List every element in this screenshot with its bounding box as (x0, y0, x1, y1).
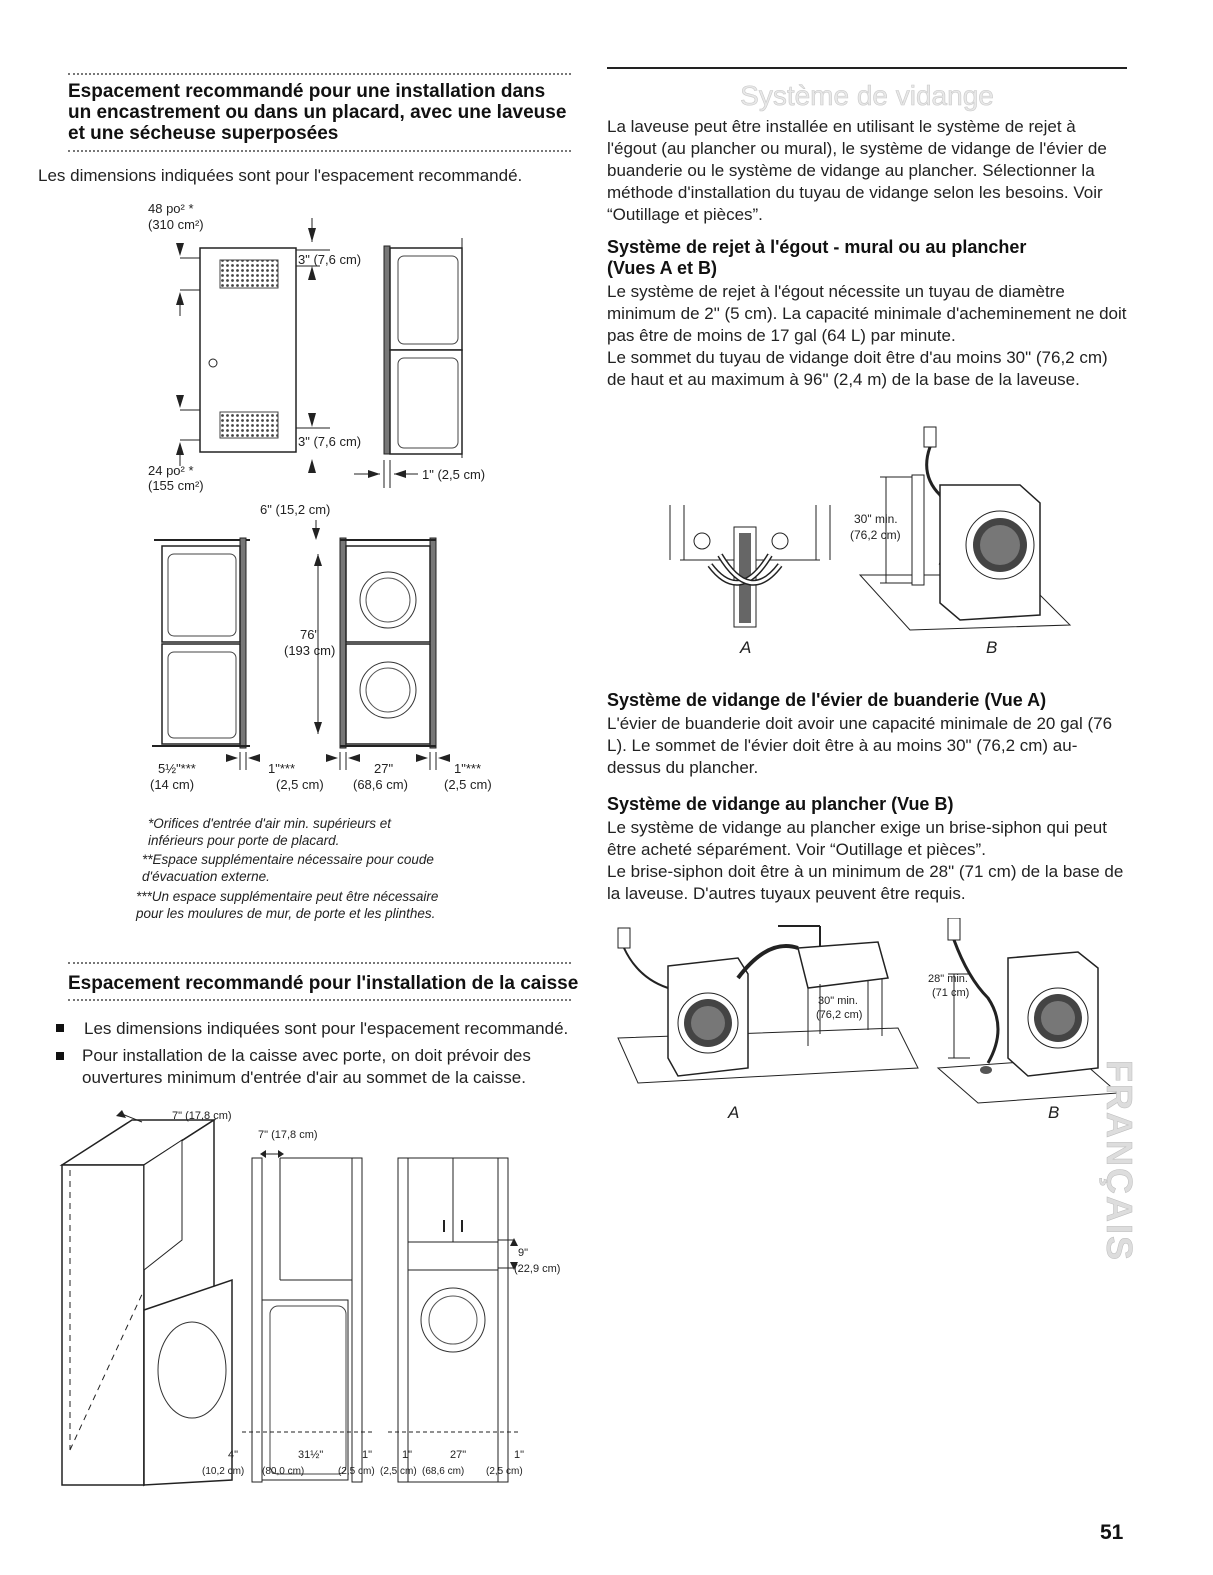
section2-title: Espacement recommandé pour l'installation de la caisse (68, 973, 579, 994)
bullet-marker (56, 1024, 64, 1032)
cab-b5-cm-label: (68,6 cm) (422, 1466, 465, 1477)
floor-drain-height-label: 28" min. (928, 973, 968, 985)
view-b-caption-2: B (1048, 1103, 1060, 1122)
sub3-title: Système de vidange au plancher (Vue B) (607, 794, 954, 814)
bottom-vent (220, 412, 278, 438)
cabinet-figure (52, 1110, 592, 1490)
sub2-p1: L'évier de buanderie doit avoir une capacité minimale de 20 gal (76 L). Le sommet de l'évier doit être à au moins 30" (76,2 cm) au-dessus du plancher. (607, 714, 1113, 777)
bullet-marker (56, 1052, 64, 1060)
cab-b5-label: 27" (450, 1449, 467, 1461)
sub3-p1: Le système de vidange au plancher exige un brise-siphon qui peut être acheté séparément. Voir “Outillage et pièces”. (607, 818, 1107, 859)
section1-title: Espacement recommandé pour une installation dans un encastrement ou dans un placard, avec une laveuse et une sécheuse superposées (68, 81, 567, 144)
stack-dimensions-figure (140, 498, 530, 798)
cab-b6-cm-label: (2,5 cm) (486, 1466, 523, 1477)
gap-bottom-label: 3" (7,6 cm) (298, 434, 362, 449)
note-1: *Orifices d'entrée d'air min. supérieurs et inférieurs pour porte de placard. (148, 816, 392, 848)
sub1-p1: Le système de rejet à l'égout nécessite un tuyau de diamètre minimum de 2" (5 cm). La capacité minimale d'acheminement ne doit pas être de moins de 17 gal (64 L) par minute. (607, 282, 1127, 345)
sub1-title: Système de rejet à l'égout - mural ou au plancher (Vues A et B) (607, 237, 1027, 278)
closet-door-figure (140, 198, 520, 518)
drain-system-title: Système de vidange (740, 80, 994, 111)
door-knob (209, 359, 217, 367)
cab-top2-label: 7" (17,8 cm) (258, 1129, 318, 1141)
page-number: 51 (1100, 1521, 1124, 1544)
cab-b1-cm-label: (10,2 cm) (202, 1466, 245, 1477)
section1-top-rule (68, 73, 571, 75)
cab-b2-cm-label: (80,0 cm) (262, 1466, 305, 1477)
tub-height-label: 30" min. (818, 995, 858, 1007)
section1-bottom-rule (68, 150, 571, 152)
vent-bottom-cm-label: (155 cm²) (148, 478, 204, 493)
cab-top1-label: 7" (17,8 cm) (172, 1110, 232, 1122)
top-gap-label: 6" (15,2 cm) (260, 502, 331, 517)
view-a-caption-1: A (740, 638, 752, 657)
dim3-cm-label: (68,6 cm) (353, 777, 408, 792)
note-2: **Espace supplémentaire nécessaire pour coude d'évacuation externe. (142, 852, 434, 884)
dim1-cm-label: (14 cm) (150, 777, 195, 792)
language-side-tab: FRANÇAIS (1099, 1060, 1140, 1262)
section2-bottom-rule (68, 999, 571, 1001)
sub1-p2: Le sommet du tuyau de vidange doit être d'au moins 30" (76,2 cm) de haut et au maximum à 96" (2,4 m) de la base de la laveuse. (607, 348, 1108, 389)
top-vent (220, 260, 278, 288)
vent-top-label: 48 po² * (148, 201, 194, 216)
vent-bottom-label: 24 po² * (148, 463, 194, 478)
tub-height-cm-label: (76,2 cm) (816, 1009, 863, 1021)
section2-bullet-1 (56, 1018, 576, 1040)
section1-intro: Les dimensions indiquées sont pour l'espacement recommandé. (38, 166, 523, 185)
drain-intro: La laveuse peut être installée en utilisant le système de rejet à l'égout (au plancher ou mural), le système de vidange de l'évier de buanderie ou le système de vidange au plancher. Sélectionner la méthode d'installation du tuyau de vidange selon les besoins. Voir “Outillage et pièces”. (607, 117, 1107, 224)
standpipe-figure (640, 415, 1080, 665)
right-top-rule (607, 67, 1127, 69)
standpipe-height-label: 30" min. (854, 512, 898, 526)
height-label: 76" (300, 627, 320, 642)
bullet-1-text: Les dimensions indiquées sont pour l'espacement recommandé. (84, 1019, 569, 1038)
cab-b6-label: 1" (514, 1449, 525, 1461)
cab-b2-label: 31½" (298, 1449, 324, 1461)
cab-b4-label: 1" (402, 1449, 413, 1461)
dim3-label: 27" (374, 761, 394, 776)
sub3-p2: Le brise-siphon doit être à un minimum de 28" (71 cm) de la base de la laveuse. D'autres tuyaux peuvent être requis. (607, 862, 1124, 903)
dim4-cm-label: (2,5 cm) (444, 777, 492, 792)
cab-b4-cm-label: (2,5 cm) (380, 1466, 417, 1477)
sink-floor-drain-figure (608, 918, 1128, 1133)
floor-drain-height-cm-label: (71 cm) (932, 987, 970, 999)
cab-right-cm-label: (22,9 cm) (514, 1263, 561, 1275)
section2-top-rule (68, 962, 571, 964)
cab-b1-label: 4" (228, 1449, 239, 1461)
note-3: ***Un espace supplémentaire peut être nécessaire pour les moulures de mur, de porte et les plinthes. (136, 889, 439, 921)
cab-b3-cm-label: (2,5 cm) (338, 1466, 375, 1477)
side-gap-label: 1" (2,5 cm) (422, 467, 486, 482)
dim2-label: 1"*** (268, 761, 296, 776)
vent-top-cm-label: (310 cm²) (148, 217, 204, 232)
standpipe-height-cm-label: (76,2 cm) (850, 528, 901, 542)
cab-b3-label: 1" (362, 1449, 373, 1461)
section2-bullet-2 (56, 1045, 576, 1089)
height-cm-label: (193 cm) (284, 643, 336, 658)
cab-right-label: 9" (518, 1247, 529, 1259)
view-a-caption-2: A (728, 1103, 740, 1122)
gap-top-label: 3" (7,6 cm) (298, 252, 362, 267)
dim4-label: 1"*** (454, 761, 482, 776)
dim1-label: 5½"*** (158, 761, 196, 776)
dim2-cm-label: (2,5 cm) (276, 777, 324, 792)
sub2-title: Système de vidange de l'évier de buanderie (Vue A) (607, 690, 1047, 710)
view-b-caption-1: B (986, 638, 998, 657)
bullet-2-text: Pour installation de la caisse avec porte, on doit prévoir des ouvertures minimum d'entrée d'air au sommet de la caisse. (82, 1046, 531, 1087)
